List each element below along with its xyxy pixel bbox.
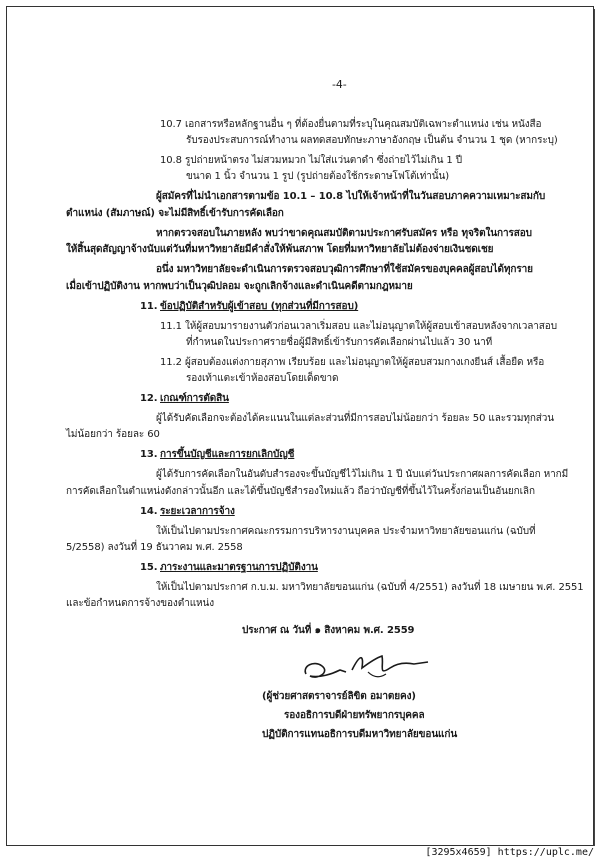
section-15-text-line2: และข้อกำหนดการจ้างของตำแหน่ง [66,598,215,609]
signatory-title: รองอธิการบดีฝ่ายทรัพยากรบุคคล [284,710,425,721]
section-13-text-line2: การคัดเลือกในตำแหน่งดังกล่าวนั้นอีก และได้ขึ้นบัญชีสำรองใหม่แล้ว ถือว่าบัญชีที่ขึ้นไว้ในครั้งก่อนเป็นอันยกเลิก [66,486,535,497]
notice-documents-line1: ผู้สมัครที่ไม่นำเอกสารตามข้อ 10.1 – 10.8 ไปให้เจ้าหน้าที่ในวันสอบภาคความเหมาะสมกับ [156,191,546,202]
section-11-number: 11. [140,301,158,312]
notice-degree-line1: อนึ่ง มหาวิทยาลัยจะดำเนินการตรวจสอบวุฒิการศึกษาที่ใช้สมัครของบุคคลผู้สอบได้ทุกราย [156,264,533,275]
section-11-heading: ข้อปฏิบัติสำหรับผู้เข้าสอบ (ทุกส่วนที่มีการสอบ) [160,301,359,312]
section-12-number: 12. [140,393,158,404]
section-12-text-line1: ผู้ได้รับคัดเลือกจะต้องได้คะแนนในแต่ละส่วนที่มีการสอบไม่น้อยกว่า ร้อยละ 50 และรวมทุกส่วน [156,413,555,424]
notice-disqualify-line1: หากตรวจสอบในภายหลัง พบว่าขาดคุณสมบัติตามประกาศรับสมัคร หรือ ทุจริตในการสอบ [156,228,532,239]
section-15-text-line1: ให้เป็นไปตามประกาศ ก.บ.ม. มหาวิทยาลัยขอนแก่น (ฉบับที่ 4/2551) ลงวันที่ 18 เมษายน พ.ศ. 2551 [156,582,584,593]
notice-disqualify-line2: ให้สิ้นสุดสัญญาจ้างนับแต่วันที่มหาวิทยาลัยมีคำสั่งให้พ้นสภาพ โดยที่มหาวิทยาลัยไม่ต้องจ่ายเงินชดเชย [66,244,494,255]
section-14-text-line1: ให้เป็นไปตามประกาศคณะกรรมการบริหารงานบุคคล ประจำมหาวิทยาลัยขอนแก่น (ฉบับที่ [156,526,536,537]
item-11-1-line1: 11.1 ให้ผู้สอบมารายงานตัวก่อนเวลาเริ่มสอบ และไม่อนุญาตให้ผู้สอบเข้าสอบหลังจากเวลาสอบ [160,321,557,332]
signatory-name: (ผู้ช่วยศาสตราจารย์ลิขิต อมาตยคง) [262,691,416,702]
section-13-heading: การขึ้นบัญชีและการยกเลิกบัญชี [160,449,295,460]
page-number: -4- [332,78,347,91]
section-13-text-line1: ผู้ได้รับการคัดเลือกในอันดับสำรองจะขึ้นบัญชีไว้ไม่เกิน 1 ปี นับแต่วันประกาศผลการคัดเลือก หากมี [156,469,569,480]
footer-source-label: [3295x4659] https://uplc.me/ [425,847,594,858]
item-10-8-line1: 10.8 รูปถ่ายหน้าตรง ไม่สวมหมวก ไม่ใส่แว่นตาดำ ซึ่งถ่ายไว้ไม่เกิน 1 ปี [160,155,462,166]
notice-degree-line2: เมื่อเข้าปฏิบัติงาน หากพบว่าเป็นวุฒิปลอม จะถูกเลิกจ้างและดำเนินคดีตามกฎหมาย [66,281,413,292]
section-15-number: 15. [140,562,158,573]
section-12-heading: เกณฑ์การตัดสิน [160,393,229,404]
section-13-number: 13. [140,449,158,460]
notice-documents-line2: ตำแหน่ง (สัมภาษณ์) จะไม่มีสิทธิ์เข้ารับการคัดเลือก [66,208,284,219]
section-14-heading: ระยะเวลาการจ้าง [160,506,235,517]
signature-image [300,648,440,688]
item-11-1-line2: ที่กำหนดในประกาศรายชื่อผู้มีสิทธิ์เข้ารับการคัดเลือกผ่านไปแล้ว 30 นาที [186,337,493,348]
item-10-7-line1: 10.7 เอกสารหรือหลักฐานอื่น ๆ ที่ต้องยื่นตามที่ระบุในคุณสมบัติเฉพาะตำแหน่ง เช่น หนังสือ [160,119,542,130]
item-11-2-line1: 11.2 ผู้สอบต้องแต่งกายสุภาพ เรียบร้อย และไม่อนุญาตให้ผู้สอบสวมกางเกงยีนส์ เสื้อยืด หรือ [160,357,545,368]
section-15-heading: ภาระงานและมาตรฐานการปฏิบัติงาน [160,562,318,573]
section-12-text-line2: ไม่น้อยกว่า ร้อยละ 60 [66,429,160,440]
announcement-date: ประกาศ ณ วันที่ ๑ สิงหาคม พ.ศ. 2559 [242,625,415,636]
item-10-7-line2: รับรองประสบการณ์ทำงาน ผลทดสอบทักษะภาษาอังกฤษ เป็นต้น จำนวน 1 ชุด (หากระบุ) [186,135,558,146]
item-11-2-line2: รองเท้าแตะเข้าห้องสอบโดยเด็ดขาด [186,373,339,384]
item-10-8-line2: ขนาด 1 นิ้ว จำนวน 1 รูป (รูปถ่ายต้องใช้กระดาษโฟโต้เท่านั้น) [186,171,450,182]
section-14-number: 14. [140,506,158,517]
signatory-acting-title: ปฏิบัติการแทนอธิการบดีมหาวิทยาลัยขอนแก่น [262,729,458,740]
section-14-text-line2: 5/2558) ลงวันที่ 19 ธันวาคม พ.ศ. 2558 [66,542,243,553]
